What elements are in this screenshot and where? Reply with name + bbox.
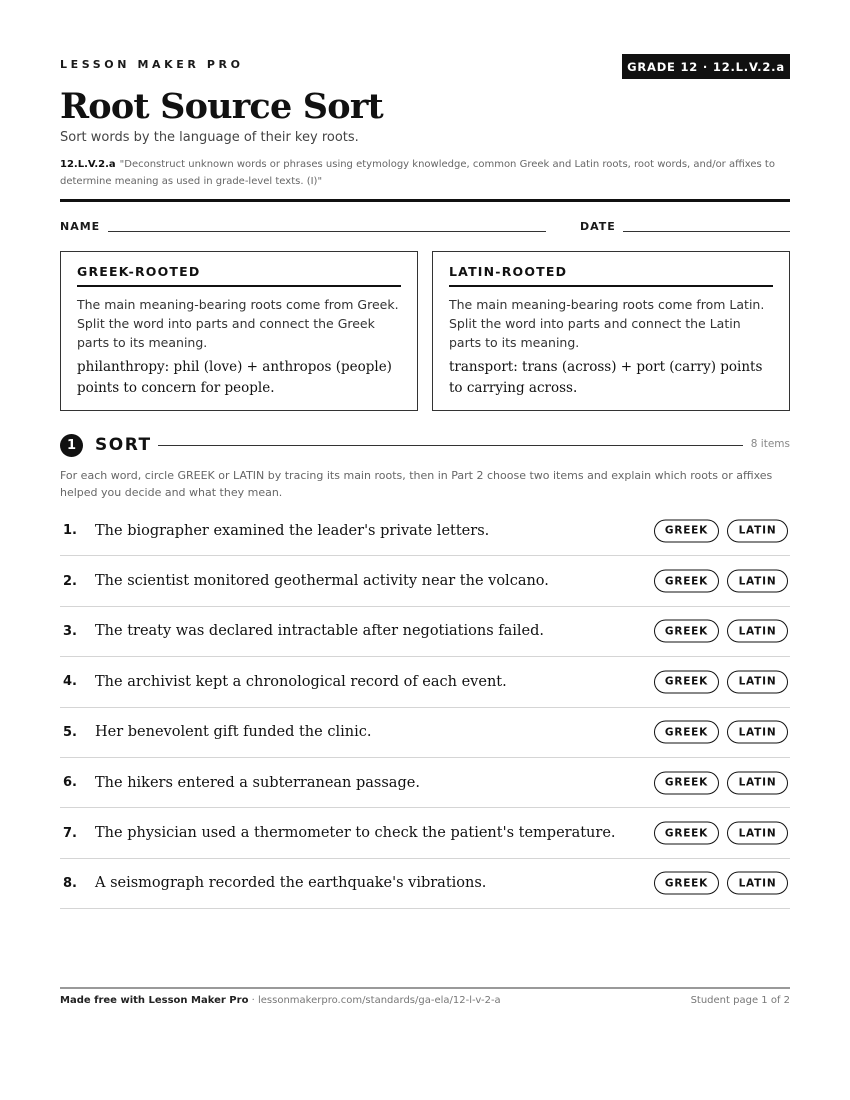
sort-item	[60, 758, 790, 808]
name-field[interactable]	[108, 231, 546, 232]
latin-choice-button[interactable]: LATIN	[727, 519, 788, 542]
item-sentence: The scientist monitored geothermal activity near the volcano.	[95, 573, 549, 590]
date-field[interactable]	[623, 231, 790, 232]
item-number: 7.	[63, 825, 77, 841]
choice-group	[654, 570, 788, 593]
item-number: 1.	[63, 523, 77, 539]
date-label: DATE	[580, 220, 616, 233]
latin-choice-button[interactable]: LATIN	[727, 872, 788, 895]
greek-choice-button[interactable]: GREEK	[654, 620, 719, 643]
footer-made-with: Made free with Lesson Maker Pro	[60, 995, 249, 1006]
item-number: 2.	[63, 573, 77, 589]
choice-group	[654, 872, 788, 895]
latin-choice-button[interactable]: LATIN	[727, 620, 788, 643]
greek-choice-button[interactable]: GREEK	[654, 670, 719, 693]
sort-item	[60, 607, 790, 657]
latin-definition-heading: LATIN-ROOTED	[449, 264, 773, 287]
choice-group	[654, 519, 788, 542]
latin-definition-box	[432, 251, 790, 411]
latin-example: transport: trans (across) + port (carry) points to carrying across.	[449, 359, 763, 396]
greek-choice-button[interactable]: GREEK	[654, 721, 719, 744]
item-number: 8.	[63, 875, 77, 891]
sort-items-list	[60, 506, 790, 909]
item-sentence: Her benevolent gift funded the clinic.	[95, 724, 372, 741]
sort-item	[60, 556, 790, 606]
greek-definition-box	[60, 251, 418, 411]
choice-group	[654, 620, 788, 643]
greek-choice-button[interactable]: GREEK	[654, 570, 719, 593]
greek-choice-button[interactable]: GREEK	[654, 771, 719, 794]
grade-badge: GRADE 12 · 12.L.V.2.a	[622, 54, 790, 79]
choice-group	[654, 721, 788, 744]
item-sentence: A seismograph recorded the earthquake's vibrations.	[95, 875, 487, 892]
footer-credit	[60, 995, 501, 1006]
item-sentence: The hikers entered a subterranean passage.	[95, 774, 420, 791]
latin-definition-text: The main meaning-bearing roots come from Latin. Split the word into parts and connect the Latin parts to its meaning.	[449, 297, 765, 350]
instructions: For each word, circle GREEK or LATIN by tracing its main roots, then in Part 2 choose two items and explain which roots or affixes helped you decide and what they mean.	[60, 469, 773, 499]
item-sentence: The physician used a thermometer to check the patient's temperature.	[95, 825, 616, 842]
item-number: 4.	[63, 674, 77, 690]
item-number: 3.	[63, 623, 77, 639]
standard-description	[60, 156, 795, 190]
latin-choice-button[interactable]: LATIN	[727, 721, 788, 744]
sort-item	[60, 506, 790, 556]
header-divider	[60, 199, 790, 202]
greek-definition-text: The main meaning-bearing roots come from Greek. Split the word into parts and connect the Greek parts to its meaning.	[77, 297, 399, 350]
latin-choice-button[interactable]: LATIN	[727, 771, 788, 794]
item-number: 5.	[63, 724, 77, 740]
item-count: 8 items	[750, 438, 790, 450]
item-sentence: The treaty was declared intractable after negotiations failed.	[95, 623, 545, 640]
section-number: 1	[60, 434, 83, 457]
standard-code: 12.L.V.2.a	[60, 159, 116, 170]
footer-divider	[60, 987, 790, 989]
latin-choice-button[interactable]: LATIN	[727, 670, 788, 693]
name-label: NAME	[60, 220, 101, 233]
greek-choice-button[interactable]: GREEK	[654, 872, 719, 895]
item-sentence: The archivist kept a chronological record of each event.	[95, 673, 507, 690]
sort-item	[60, 859, 790, 909]
page-title: Root Source Sort	[60, 86, 383, 127]
greek-choice-button[interactable]: GREEK	[654, 822, 719, 845]
section-divider	[158, 445, 743, 446]
sort-item	[60, 708, 790, 758]
section-title: SORT	[95, 435, 152, 455]
standard-text: "Deconstruct unknown words or phrases using etymology knowledge, common Greek and Latin roots, root words, and/or affixes to determine meaning as used in grade-level texts. (I)"	[60, 159, 775, 187]
footer-url[interactable]: · lessonmakerpro.com/standards/ga-ela/12-l-v-2-a	[248, 995, 501, 1006]
choice-group	[654, 771, 788, 794]
latin-choice-button[interactable]: LATIN	[727, 822, 788, 845]
footer-page-number: Student page 1 of 2	[690, 995, 790, 1006]
page-subtitle: Sort words by the language of their key roots.	[60, 130, 359, 145]
item-number: 6.	[63, 775, 77, 791]
brand-name: LESSON MAKER PRO	[60, 58, 244, 71]
choice-group	[654, 822, 788, 845]
sort-item	[60, 657, 790, 707]
choice-group	[654, 670, 788, 693]
sort-item	[60, 808, 790, 858]
greek-choice-button[interactable]: GREEK	[654, 519, 719, 542]
latin-choice-button[interactable]: LATIN	[727, 570, 788, 593]
greek-definition-heading: GREEK-ROOTED	[77, 264, 401, 287]
item-sentence: The biographer examined the leader's private letters.	[95, 522, 490, 539]
greek-example: philanthropy: phil (love) + anthropos (people) points to concern for people.	[77, 359, 392, 396]
